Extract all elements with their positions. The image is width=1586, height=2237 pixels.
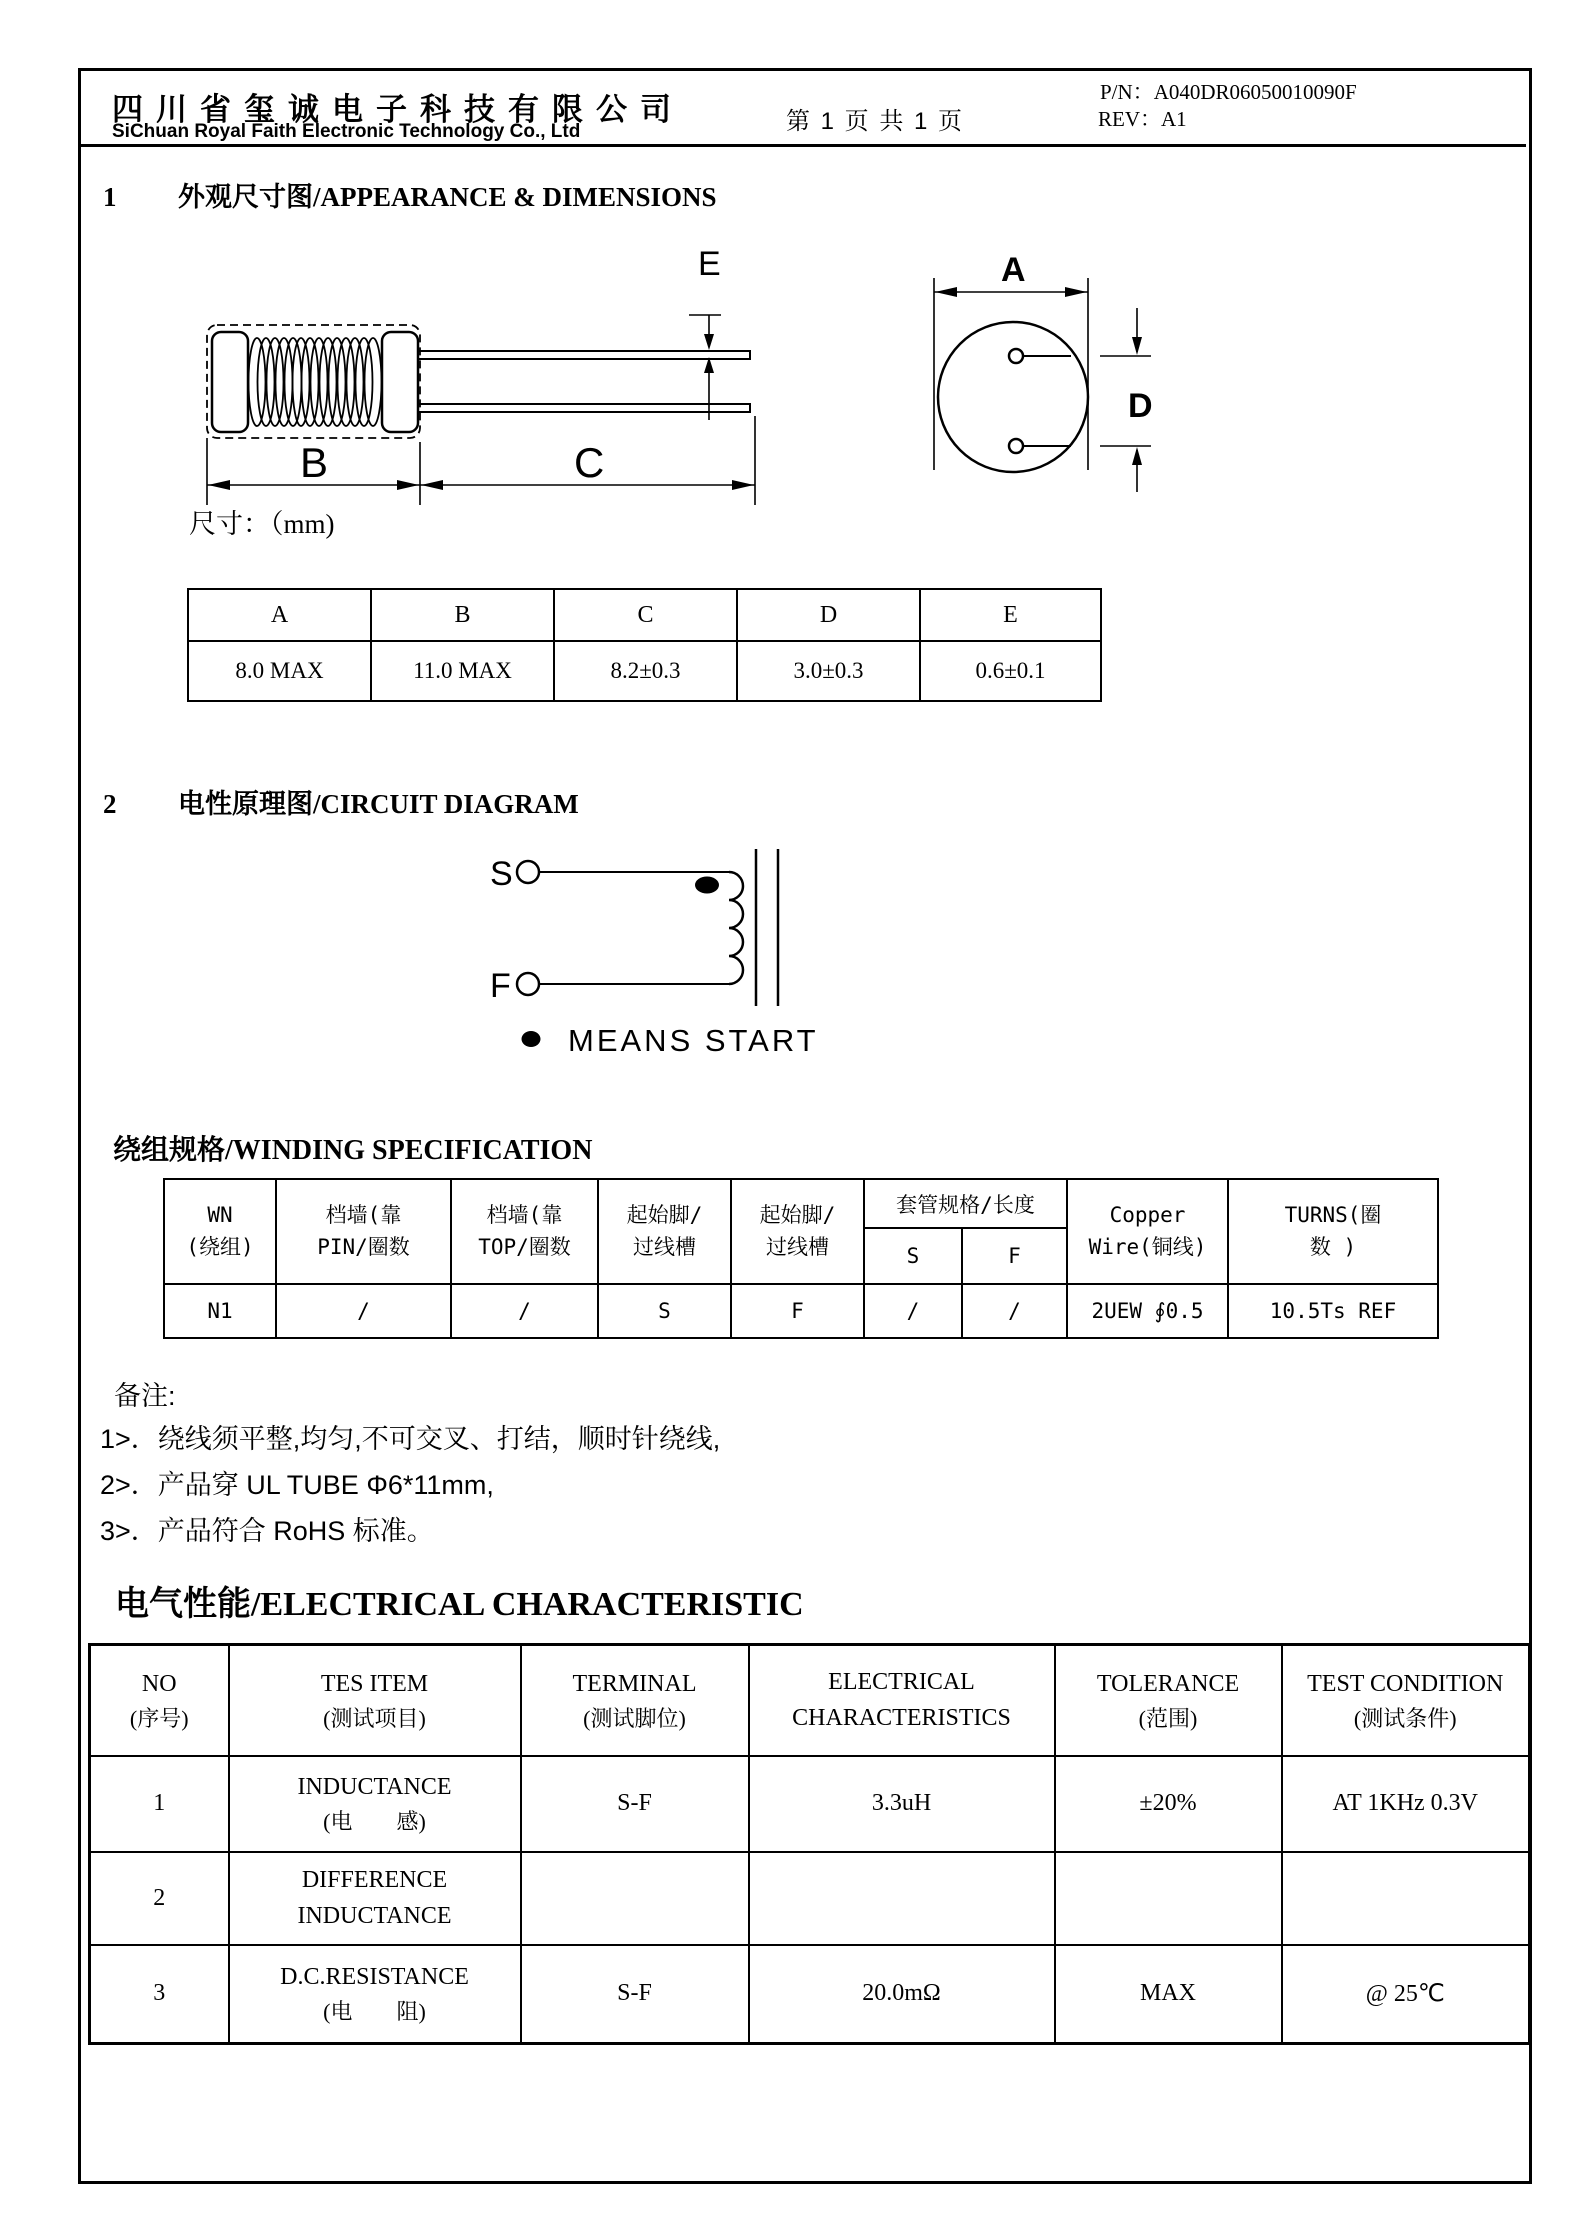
lead-upper: [418, 351, 750, 359]
electrical-row-2: [90, 1852, 1530, 1945]
section2-title-cn: 电性原理图: [178, 789, 313, 819]
wind-cell-s: /: [864, 1284, 962, 1338]
legend-dot-icon: [522, 1031, 541, 1047]
wind-header-sleeve-f: F: [962, 1228, 1067, 1284]
elec-cell-value: 3.3uH: [749, 1756, 1055, 1852]
part-number-value: A040DR06050010090F: [1153, 80, 1357, 104]
dim-e-label: E: [698, 245, 721, 283]
winding-data-row: [164, 1284, 1438, 1338]
winding-header-row-1: [164, 1179, 1438, 1228]
dim-header-a: A: [188, 589, 371, 641]
page-info: 第 1 页 共 1 页: [786, 108, 965, 135]
left-flange: [212, 332, 248, 432]
coil-turns: [249, 338, 382, 426]
elec-header-tolerance: TOLERANCE (范围): [1055, 1645, 1282, 1756]
dim-value-b: 11.0 MAX: [371, 641, 554, 701]
electrical-title-en: /ELECTRICAL CHARACTERISTIC: [251, 1586, 804, 1623]
section1-title-en: /APPEARANCE & DIMENSIONS: [313, 182, 717, 212]
revision-value: A1: [1161, 107, 1187, 131]
dim-a-label: A: [1001, 251, 1026, 289]
section1-number: 1: [103, 182, 117, 212]
wind-header-copper: Copper Wire(铜线): [1067, 1179, 1228, 1284]
dim-c-label: C: [574, 439, 605, 486]
elec-cell-terminal: S-F: [521, 1945, 749, 2044]
unit-note: [189, 502, 335, 541]
elec-header-no: NO (序号): [90, 1645, 229, 1756]
wind-header-sleeve-s: S: [864, 1228, 962, 1284]
dim-b-label: B: [300, 439, 329, 486]
wind-header-top: 档墙(靠 TOP/圈数: [451, 1179, 598, 1284]
section2-heading: [103, 782, 579, 821]
elec-cell-item: DIFFERENCE INDUCTANCE: [229, 1852, 521, 1945]
elec-cell-tolerance: [1055, 1852, 1282, 1945]
wind-header-start2: 起始脚/ 过线槽: [731, 1179, 864, 1284]
elec-cell-no: 1: [90, 1756, 229, 1852]
electrical-row-3: [90, 1945, 1530, 2044]
unit-note-value: （mm): [270, 509, 335, 539]
right-flange: [382, 332, 418, 432]
elec-cell-terminal: S-F: [521, 1756, 749, 1852]
dim-header-b: B: [371, 589, 554, 641]
part-number: [1100, 76, 1357, 106]
pin-hole-bottom: [1009, 439, 1023, 453]
section2-number: 2: [103, 789, 117, 819]
wind-cell-top: /: [451, 1284, 598, 1338]
coil-symbol: [729, 872, 743, 984]
dim-header-d: D: [737, 589, 920, 641]
lead-lower: [418, 404, 750, 412]
elec-cell-condition: [1282, 1852, 1530, 1945]
wind-header-turns: TURNS(圈 数 ): [1228, 1179, 1438, 1284]
dim-value-a: 8.0 MAX: [188, 641, 371, 701]
elec-cell-item: INDUCTANCE (电 感): [229, 1756, 521, 1852]
section1-title-cn: 外观尺寸图: [178, 182, 313, 212]
elec-cell-condition: @ 25℃: [1282, 1945, 1530, 2044]
winding-title: [113, 1128, 592, 1168]
terminal-f-label: F: [490, 967, 511, 1005]
elec-cell-terminal: [521, 1852, 749, 1945]
wind-header-sleeve: 套管规格/长度: [864, 1179, 1067, 1228]
end-view-circle: [938, 322, 1088, 472]
note-item-1: 1>．绕线须平整,均匀,不可交叉、打结，顺时针绕线,: [100, 1424, 721, 1454]
wind-cell-wn: N1: [164, 1284, 276, 1338]
electrical-title: [115, 1576, 804, 1625]
core-lines: [756, 849, 778, 1006]
section2-title-en: /CIRCUIT DIAGRAM: [313, 789, 579, 819]
circuit-diagram: [420, 830, 840, 1080]
wind-header-start1: 起始脚/ 过线槽: [598, 1179, 731, 1284]
part-number-label: P/N：: [1100, 80, 1154, 104]
wind-header-pin: 档墙(靠 PIN/圈数: [276, 1179, 451, 1284]
elec-cell-item: D.C.RESISTANCE (电 阻): [229, 1945, 521, 2044]
company-name-en: SiChuan Royal Faith Electronic Technology Co., Ltd: [112, 121, 581, 142]
pin-hole-top: [1009, 349, 1023, 363]
notes-label: 备注:: [114, 1381, 176, 1411]
electrical-table: [88, 1643, 1531, 2045]
terminal-s-label: S: [490, 855, 513, 893]
dim-value-e: 0.6±0.1: [920, 641, 1101, 701]
dim-value-d: 3.0±0.3: [737, 641, 920, 701]
wind-cell-pin: /: [276, 1284, 451, 1338]
elec-header-terminal: TERMINAL (测试脚位): [521, 1645, 749, 1756]
electrical-row-1: [90, 1756, 1530, 1852]
wind-header-wn: WN (绕组): [164, 1179, 276, 1284]
revision: [1098, 103, 1187, 133]
note-item-3: 3>．产品符合 RoHS 标准。: [100, 1516, 434, 1546]
unit-note-label: 尺寸：: [189, 509, 270, 539]
means-start-legend: MEANS START: [568, 1023, 819, 1058]
wind-cell-start1: S: [598, 1284, 731, 1338]
dimensions-table: [187, 588, 1102, 702]
revision-label: REV：: [1098, 107, 1161, 131]
appearance-drawing: [150, 180, 1250, 520]
elec-cell-no: 2: [90, 1852, 229, 1945]
wind-cell-start2: F: [731, 1284, 864, 1338]
elec-header-characteristics: ELECTRICAL CHARACTERISTICS: [749, 1645, 1055, 1756]
dimensions-value-row: [188, 641, 1101, 701]
dimension-arrowheads: [208, 287, 1142, 490]
dim-d-label: D: [1128, 387, 1153, 425]
winding-table: [163, 1178, 1439, 1339]
dimensions-header-row: [188, 589, 1101, 641]
elec-header-item: TES ITEM (测试项目): [229, 1645, 521, 1756]
winding-title-cn: 绕组规格: [113, 1134, 226, 1165]
wind-cell-turns: 10.5Ts REF: [1228, 1284, 1438, 1338]
wind-cell-copper: 2UEW ∮0.5: [1067, 1284, 1228, 1338]
elec-header-condition: TEST CONDITION (测试条件): [1282, 1645, 1530, 1756]
electrical-header-row: [90, 1645, 1530, 1756]
header-rule: [81, 144, 1526, 147]
terminal-s-node: [517, 861, 539, 883]
terminal-f-node: [517, 973, 539, 995]
elec-cell-tolerance: ±20%: [1055, 1756, 1282, 1852]
dim-value-c: 8.2±0.3: [554, 641, 737, 701]
dim-header-e: E: [920, 589, 1101, 641]
electrical-title-cn: 电气性能: [115, 1585, 251, 1623]
note-item-2: 2>．产品穿 UL TUBE Φ6*11mm,: [100, 1470, 494, 1500]
company-name-cn: 四川省玺诚电子科技有限公司: [112, 92, 684, 127]
dim-header-c: C: [554, 589, 737, 641]
elec-cell-tolerance: MAX: [1055, 1945, 1282, 2044]
start-dot-icon: [695, 877, 719, 894]
elec-cell-condition: AT 1KHz 0.3V: [1282, 1756, 1530, 1852]
wind-cell-f: /: [962, 1284, 1067, 1338]
elec-cell-value: [749, 1852, 1055, 1945]
winding-title-en: /WINDING SPECIFICATION: [225, 1135, 593, 1166]
elec-cell-value: 20.0mΩ: [749, 1945, 1055, 2044]
elec-cell-no: 3: [90, 1945, 229, 2044]
